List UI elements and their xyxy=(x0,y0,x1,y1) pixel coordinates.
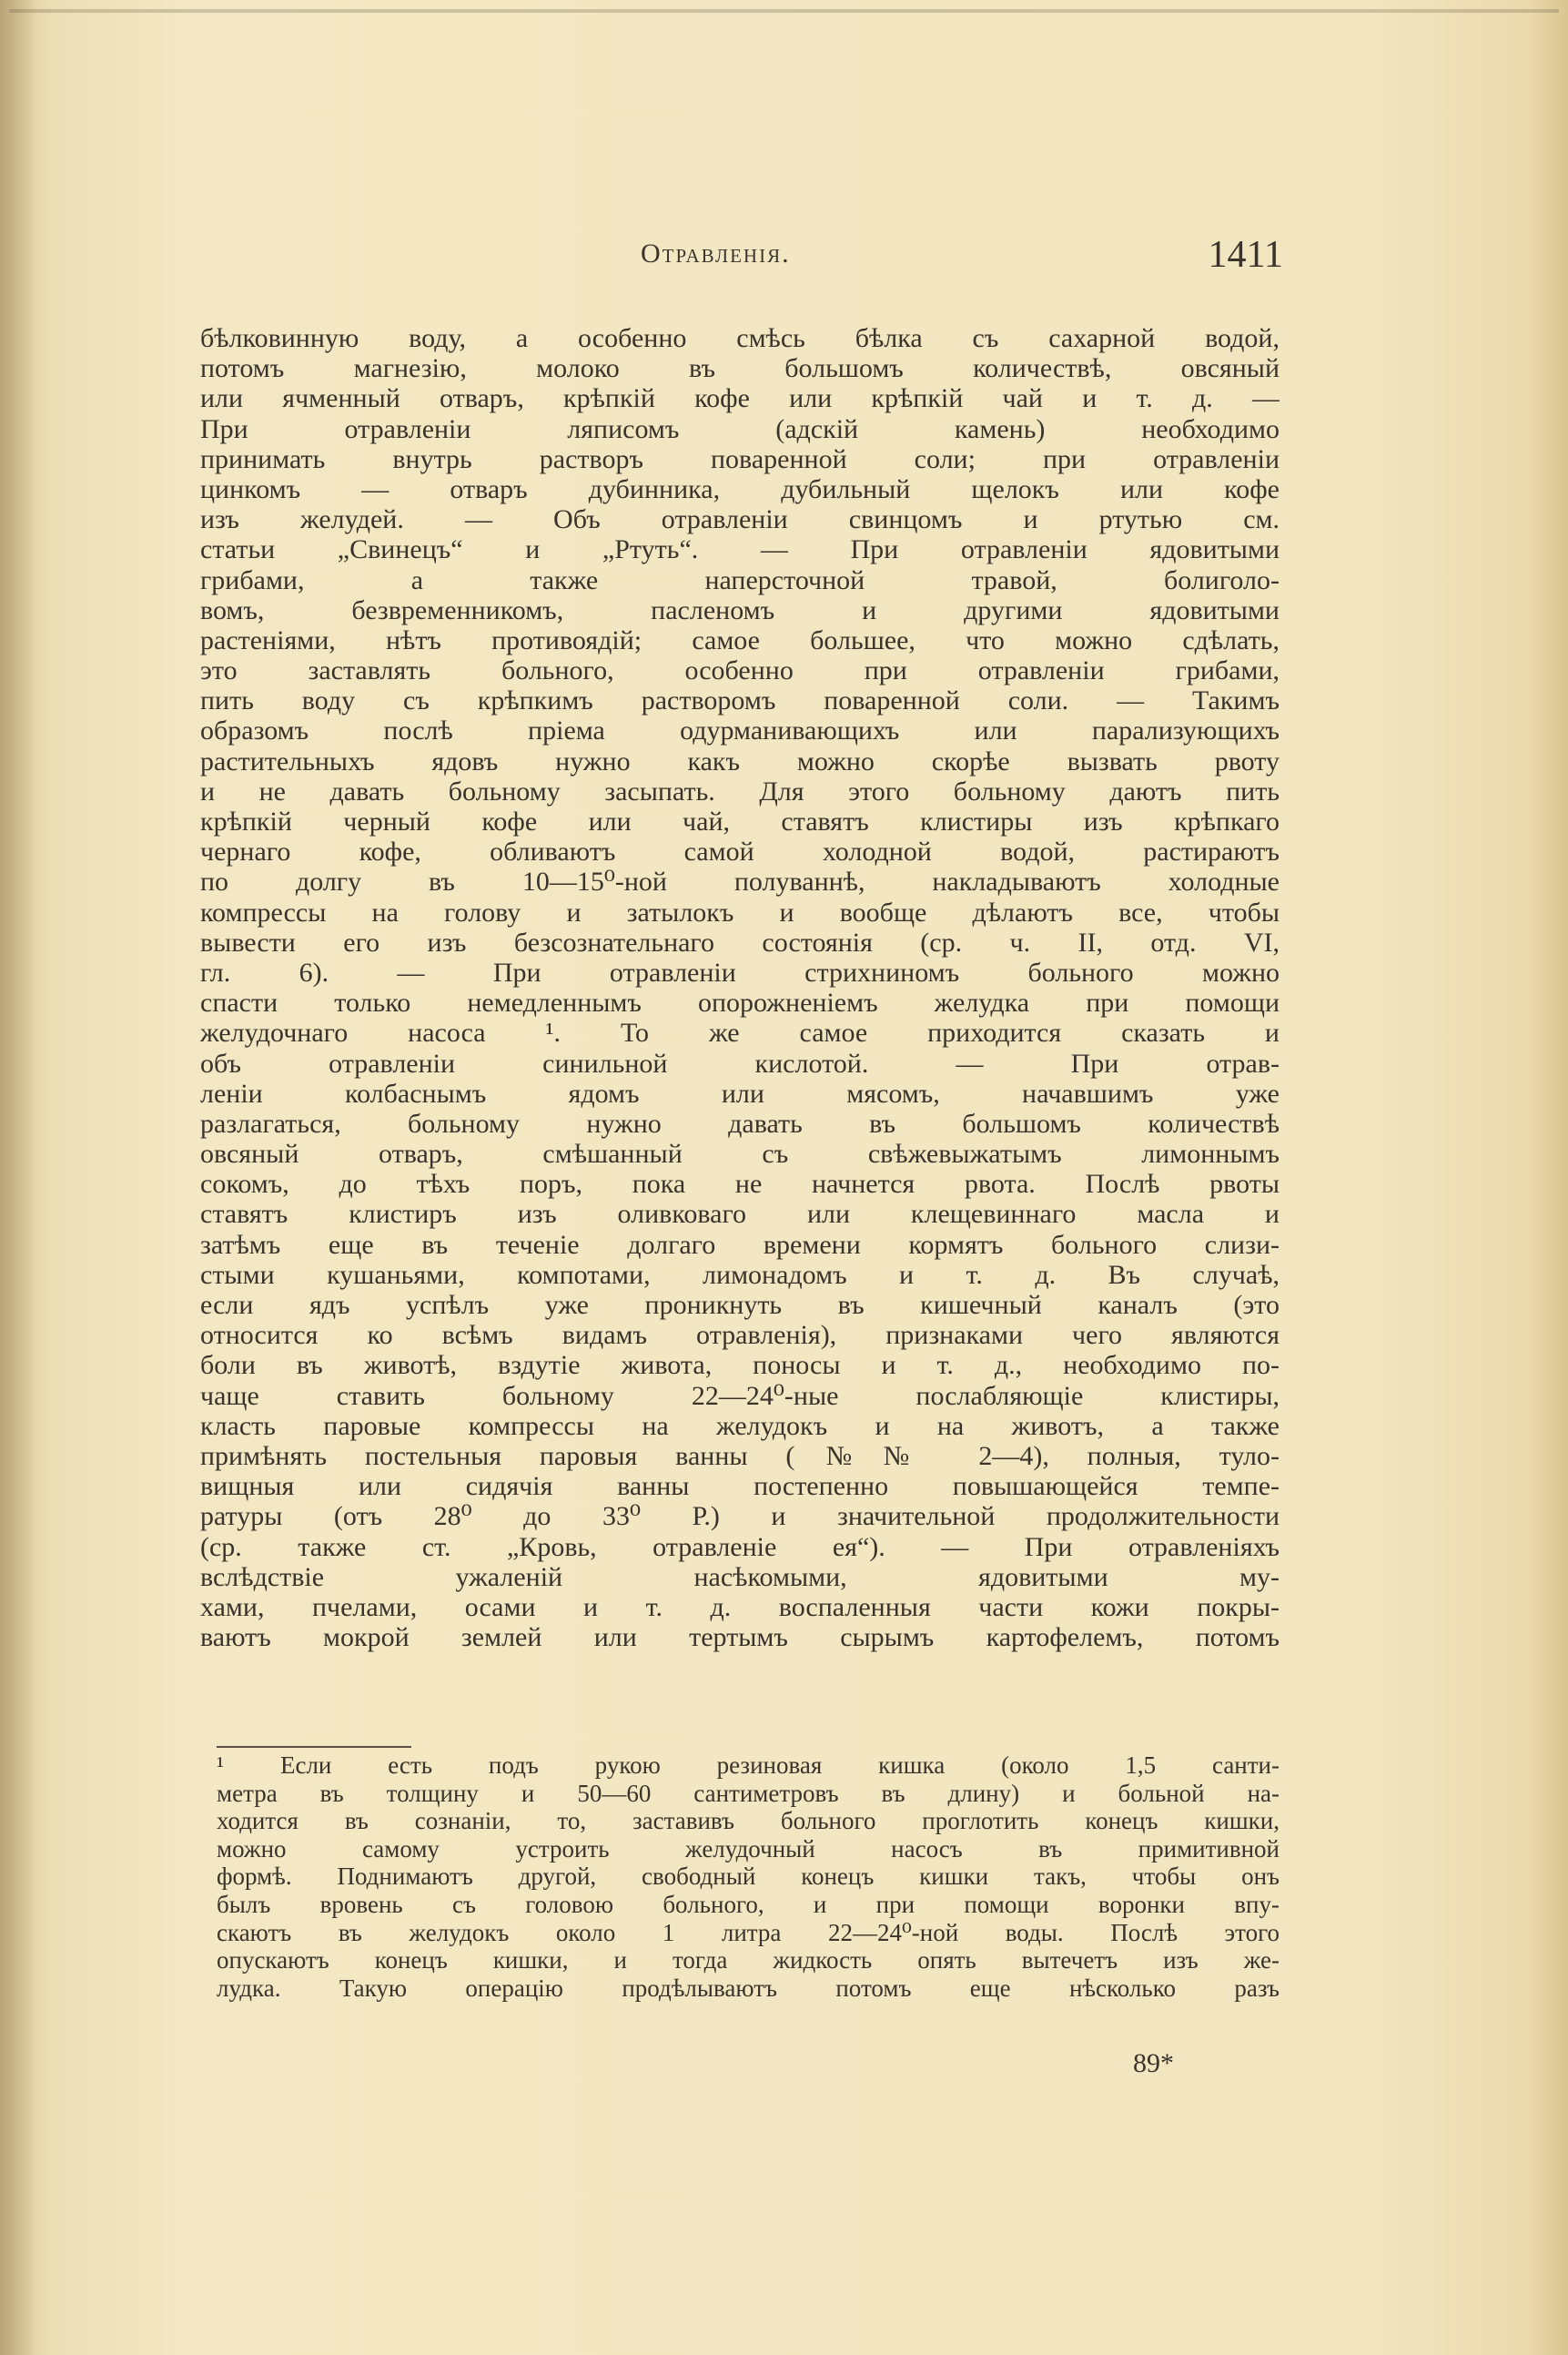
text-line: леніи колбаснымъ ядомъ или мясомъ, начавшимъ уже xyxy=(200,1078,1280,1109)
text-line: При отравленіи ляписомъ (адскій камень) необходимо xyxy=(200,413,1280,444)
page-number: 1411 xyxy=(1208,234,1283,276)
footnote-line: опускаютъ конецъ кишки, и тогда жидкость опять вытечетъ изъ же- xyxy=(217,1946,1280,1974)
text-line: вслѣдствіе ужаленій насѣкомыми, ядовитыми му- xyxy=(200,1561,1280,1592)
text-line: сокомъ, до тѣхъ поръ, пока не начнется рвота. Послѣ рвоты xyxy=(200,1169,1280,1200)
text-line: бѣлковинную воду, а особенно смѣсь бѣлка съ сахарной водой, xyxy=(200,323,1280,353)
text-line: объ отравленіи синильной кислотой. — При отрав- xyxy=(200,1048,1280,1079)
text-line: потомъ магнезію, молоко въ большомъ количествѣ, овсяный xyxy=(200,353,1280,384)
text-line: если ядъ успѣлъ уже проникнуть въ кишечный каналъ (это xyxy=(200,1290,1280,1320)
text-line: ставятъ клистиръ изъ оливковаго или клещевиннаго масла и xyxy=(200,1199,1280,1230)
text-line: разлагаться, больному нужно давать въ большомъ количествѣ xyxy=(200,1108,1280,1139)
footnote xyxy=(217,1751,1280,2002)
text-line: чернаго кофе, обливаютъ самой холодной водой, растираютъ xyxy=(200,837,1280,868)
text-line: ратуры (отъ 28⁰ до 33⁰ Р.) и значительной продолжительности xyxy=(200,1501,1280,1532)
text-line: вомъ, безвременникомъ, пасленомъ и другими ядовитыми xyxy=(200,594,1280,625)
text-line: спасти только немедленнымъ опорожненіемъ желудка при помощи xyxy=(200,988,1280,1019)
text-line: (ср. также ст. „Кровь, отравленіе ея“). — При отравленіяхъ xyxy=(200,1531,1280,1562)
text-line: вищныя или сидячія ванны постепенно повышающейся темпе- xyxy=(200,1471,1280,1502)
text-line: гл. 6). — При отравленіи стрихниномъ больного можно xyxy=(200,957,1280,988)
signature-mark: 89* xyxy=(1133,2048,1174,2078)
text-line: желудочнаго насоса ¹. То же самое приходится сказать и xyxy=(200,1018,1280,1049)
text-line: и не давать больному засыпать. Для этого больному даютъ пить xyxy=(200,776,1280,807)
text-line: класть паровые компрессы на желудокъ и на животъ, а также xyxy=(200,1410,1280,1441)
text-line: хами, пчелами, осами и т. д. воспаленныя части кожи покры- xyxy=(200,1591,1280,1622)
text-line: стыми кушаньями, компотами, лимонадомъ и т. д. Въ случаѣ, xyxy=(200,1259,1280,1290)
text-line: образомъ послѣ пріема одурманивающихъ или парализующихъ xyxy=(200,716,1280,746)
page-edge xyxy=(9,9,1559,13)
text-line: статьи „Свинецъ“ и „Ртуть“. — При отравленіи ядовитыми xyxy=(200,534,1280,565)
footnote-line: лудка. Такую операцію продѣлываютъ потомъ еще нѣсколько разъ xyxy=(217,1974,1280,2002)
footnote-line: формѣ. Поднимаютъ другой, свободный конецъ кишки такъ, чтобы онъ xyxy=(217,1863,1280,1891)
footnote-line: скаютъ въ желудокъ около 1 литра 22—24⁰-ной воды. Послѣ этого xyxy=(217,1918,1280,1946)
binding-shadow xyxy=(0,0,36,2355)
text-line: компрессы на голову и затылокъ и вообще дѣлаютъ все, чтобы xyxy=(200,897,1280,928)
text-line: растительныхъ ядовъ нужно какъ можно скорѣе вызвать рвоту xyxy=(200,746,1280,777)
page-header xyxy=(200,234,1283,291)
text-line: или ячменный отваръ, крѣпкій кофе или крѣпкій чай и т. д. — xyxy=(200,383,1280,414)
footnote-line: былъ вровень съ головою больного, и при помощи воронки впу- xyxy=(217,1890,1280,1918)
text-line: растеніями, нѣтъ противоядій; самое большее, что можно сдѣлать, xyxy=(200,624,1280,655)
footnote-separator xyxy=(217,1746,411,1748)
text-line: боли въ животѣ, вздутіе живота, поносы и т. д., необходимо по- xyxy=(200,1350,1280,1381)
text-line: ваютъ мокрой землей или тертымъ сырымъ картофелемъ, потомъ xyxy=(200,1622,1280,1653)
text-line: крѣпкій черный кофе или чай, ставятъ клистиры изъ крѣпкаго xyxy=(200,807,1280,837)
footnote-line: метра въ толщину и 50—60 сантиметровъ въ длину) и больной на- xyxy=(217,1779,1280,1807)
running-head: Отравленія. xyxy=(641,239,791,269)
footnote-line: ходится въ сознаніи, то, заставивъ больного проглотить конецъ кишки, xyxy=(217,1807,1280,1835)
footnote-line: можно самому устроить желудочный насосъ въ примитивной xyxy=(217,1834,1280,1863)
text-line: грибами, а также наперсточной травой, болиголо- xyxy=(200,564,1280,595)
body-text xyxy=(200,323,1280,1652)
text-line: затѣмъ еще въ теченіе долгаго времени кормятъ больного слизи- xyxy=(200,1229,1280,1260)
text-line: по долгу въ 10—15⁰-ной полуваннѣ, накладываютъ холодные xyxy=(200,867,1280,898)
text-line: цинкомъ — отваръ дубинника, дубильный щелокъ или кофе xyxy=(200,473,1280,504)
text-line: изъ желудей. — Объ отравленіи свинцомъ и ртутью см. xyxy=(200,504,1280,535)
text-line: вывести его изъ безсознательнаго состоянія (ср. ч. II, отд. VI, xyxy=(200,927,1280,958)
text-line: это заставлять больного, особенно при отравленіи грибами, xyxy=(200,655,1280,686)
text-line: принимать внутрь растворъ поваренной соли; при отравленіи xyxy=(200,443,1280,474)
text-line: относится ко всѣмъ видамъ отравленія), признаками чего являются xyxy=(200,1320,1280,1351)
text-line: пить воду съ крѣпкимъ растворомъ поваренной соли. — Такимъ xyxy=(200,685,1280,716)
text-line: чаще ставить больному 22—24⁰-ные послабляющіе клистиры, xyxy=(200,1380,1280,1411)
text-line: примѣнять постельныя паровыя ванны (№№ 2—4), полныя, туло- xyxy=(200,1440,1280,1471)
footnote-line: ¹ Если есть подъ рукою резиновая кишка (около 1,5 санти- xyxy=(217,1751,1280,1779)
text-line: овсяный отваръ, смѣшанный съ свѣжевыжатымъ лимоннымъ xyxy=(200,1139,1280,1170)
